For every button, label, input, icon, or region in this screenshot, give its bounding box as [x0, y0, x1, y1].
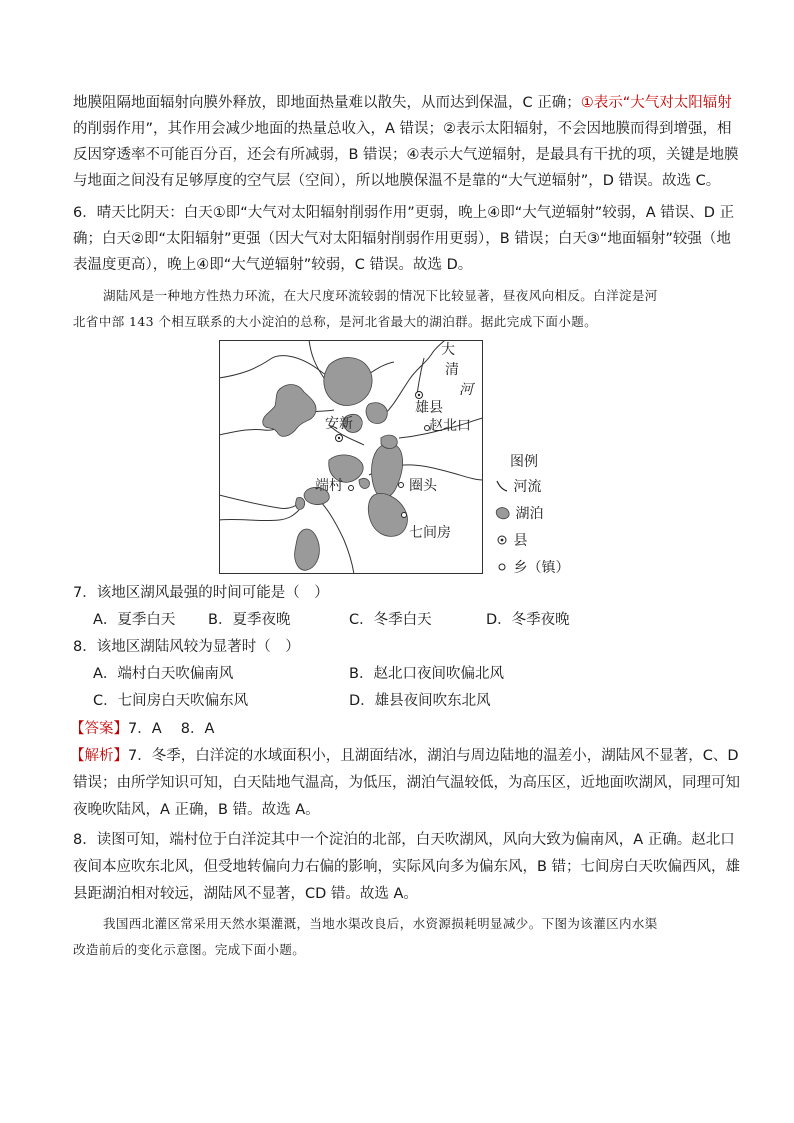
q8-option-b[interactable]: B．赵北口夜间吹偏北风	[349, 666, 504, 682]
legend-item-lake	[495, 503, 543, 523]
county-legend-icon	[495, 533, 509, 547]
qijianfang-town-marker	[402, 513, 407, 518]
q8-option-a[interactable]: A．端村白天吹偏南风	[93, 666, 234, 682]
duancun-town-marker	[349, 486, 354, 491]
legend-item-town	[495, 557, 569, 577]
place-label-zhaobeikou: 赵北口	[429, 418, 471, 434]
river-label-qing: 清	[445, 362, 459, 378]
q8-option-c[interactable]: C．七间房白天吹偏东风	[93, 693, 249, 709]
lake-ne-small	[366, 403, 387, 424]
place-label-anxin: 安新	[325, 416, 353, 432]
analysis-line3: 夜晚吹陆风，A 正确，B 错。故选 A。	[73, 802, 320, 818]
intro2-line2: 改造前后的变化示意图。完成下面小题。	[73, 942, 306, 957]
analysis-line4: 8．读图可知，端村位于白洋淀其中一个淀泊的北部，白天吹湖风，风向大致为偏南风，A 正确。赵北口	[73, 832, 735, 848]
town-legend-icon	[495, 560, 509, 574]
legend-river-label: 河流	[513, 479, 542, 495]
explain6-line2: 确；白天②即“太阳辐射”更强（因大气对太阳辐射削弱作用更弱），B 错误；白天③“地面辐射”较强（地	[73, 231, 731, 247]
answer-line	[70, 719, 214, 739]
analysis-line1	[70, 746, 739, 766]
legend-title: 图例	[510, 454, 538, 470]
explain5-line1-text: 地膜阻隔地面辐射向膜外释放，即地面热量难以散失，从而达到保温，C 正确；	[73, 95, 581, 111]
q7-option-b[interactable]: B．夏季夜晚	[208, 612, 291, 628]
answer-text: 7．A 8．A	[128, 721, 215, 737]
q7-option-a[interactable]: A．夏季白天	[93, 612, 176, 628]
lake-legend-icon	[495, 506, 511, 520]
lake-small-west	[296, 498, 305, 510]
analysis-line1-text: 7．冬季，白洋淀的水域面积小，且湖面结冰，湖泊与周边陆地的温差小，湖陆风不显著，C、D	[128, 748, 739, 764]
legend-item-county	[495, 530, 527, 550]
intro1-line1: 湖陆风是一种地方性热力环流，在大尺度环流较弱的情况下比较显著，昼夜风向相反。白洋淀是河	[103, 288, 658, 303]
quantou-town-marker	[399, 483, 404, 488]
explain5-line3: 反因穿透率不可能百分百，还会有所减弱，B 错误；④表示大气逆辐射，是最具有干扰的项，关键是地膜	[73, 147, 739, 163]
place-label-quantou: 圈头	[409, 478, 437, 494]
lake-south	[295, 529, 320, 570]
explain5-line1-highlight: ①表示“大气对太阳辐射	[580, 95, 732, 111]
q8-option-d[interactable]: D．雄县夜间吹东北风	[349, 693, 491, 709]
analysis-line2: 错误；由所学知识可知，白天陆地气温高，为低压，湖泊气温较低，为高压区，近地面吹湖风，同理可知	[73, 775, 740, 791]
explain6-number: 6．	[73, 205, 97, 221]
analysis-label: 【解析】	[70, 748, 128, 764]
legend-county-label: 县	[513, 533, 528, 549]
place-label-duancun: 端村	[315, 478, 343, 494]
q8-stem: 8．该地区湖陆风较为显著时（ ）	[73, 639, 300, 655]
river-legend-icon	[495, 479, 509, 493]
legend-item-river	[495, 476, 541, 496]
lake-north	[324, 358, 372, 406]
lake-quantou-north	[381, 435, 397, 448]
legend-town-label: 乡（镇）	[513, 560, 570, 576]
place-label-xiongxian: 雄县	[415, 400, 443, 416]
explain5-line2: 的削弱作用”，其作用会减少地面的热量总收入，A 错误；②表示太阳辐射，不会因地膜而得到增强，相	[73, 121, 732, 137]
river-label-da: 大	[441, 342, 455, 358]
explain5-line4: 与地面之间没有足够厚度的空气层（空间），所以地膜保温不是靠的“大气逆辐射”，D 错误。故选 C。	[73, 173, 721, 189]
place-label-qijianfang: 七间房	[409, 525, 451, 541]
river-label-he: 河	[459, 382, 473, 398]
answer-label: 【答案】	[70, 721, 128, 737]
explain5-line1	[73, 93, 732, 113]
q7-option-d[interactable]: D．冬季夜晚	[486, 612, 570, 628]
analysis-line5: 夜间本应吹东北风，但受地转偏向力右偏的影响，实际风向多为偏东风，B 错；七间房白天吹偏西风，雄	[73, 859, 741, 875]
analysis-line6: 县距湖泊相对较远，湖陆风不显著，CD 错。故选 A。	[73, 886, 418, 902]
legend-lake-label: 湖泊	[515, 506, 544, 522]
explain6-line1-text: 晴天比阴天：白天①即“大气对太阳辐射削弱作用”更弱，晚上④即“大气逆辐射”较弱，A 错误、D 正	[96, 205, 735, 221]
q7-option-c[interactable]: C．冬季白天	[349, 612, 432, 628]
q7-stem: 7．该地区湖风最强的时间可能是（ ）	[73, 585, 329, 601]
baiyangdian-map	[219, 340, 483, 574]
explain6-line3: 表温度更高），晚上④即“大气逆辐射”较弱，C 错误。故选 D。	[73, 257, 473, 273]
intro2-line1: 我国西北灌区常采用天然水渠灌溉，当地水渠改良后，水资源损耗明显减少。下图为该灌区内水渠	[103, 916, 658, 931]
intro1-line2: 北省中部 143 个相互联系的大小淀泊的总称，是河北省最大的湖泊群。据此完成下面小题。	[73, 314, 598, 329]
explain6-line1	[73, 203, 734, 223]
